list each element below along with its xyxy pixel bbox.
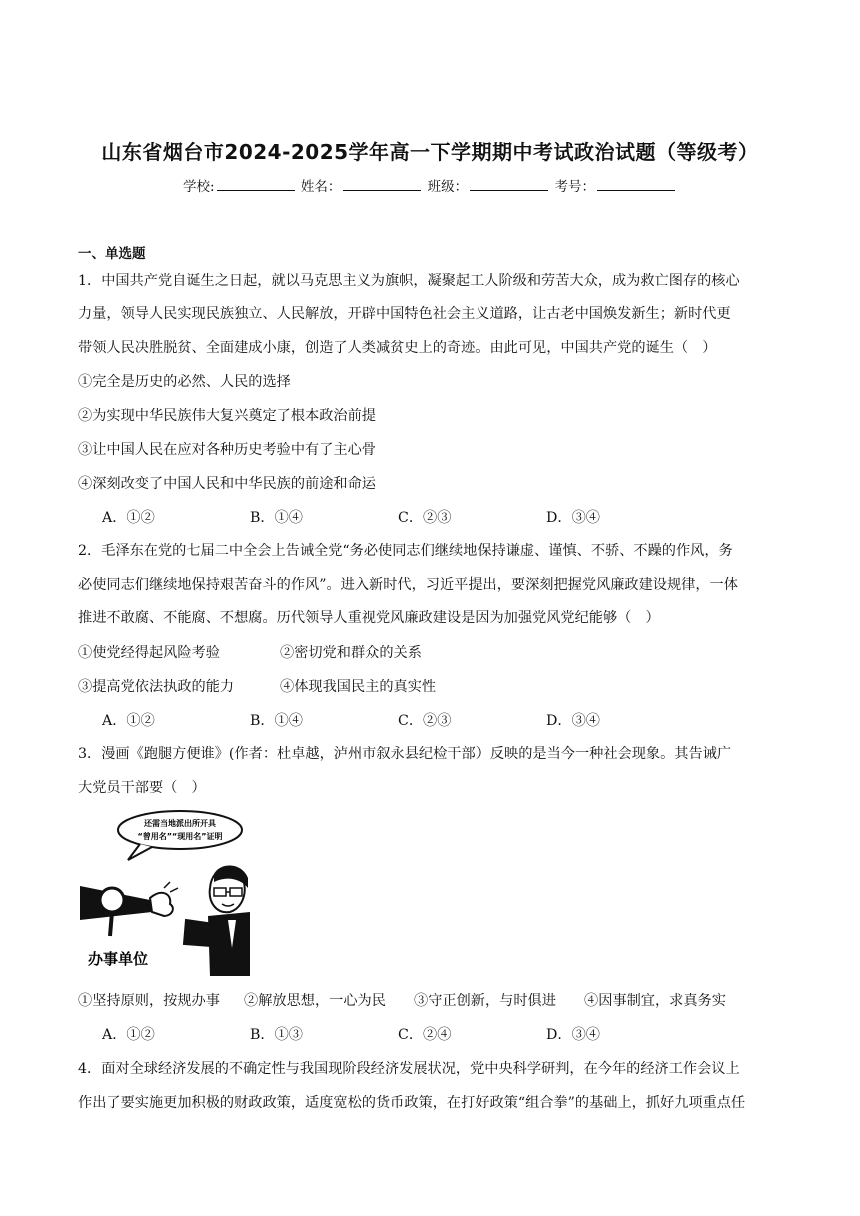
microphone-icon — [100, 888, 124, 912]
q3-items-row — [78, 990, 784, 1010]
q2-options — [102, 710, 694, 730]
number-blank[interactable] — [597, 178, 675, 191]
q1-stem-line: 1．中国共产党自诞生之日起，就以马克思主义为旗帜，凝聚起工人阶级和劳苦大众，成为救亡图存的核心 — [78, 273, 740, 289]
q1-stem-line: 带领人民决胜脱贫、全面建成小康，创造了人类减贫史上的奇迹。由此可见，中国共产党的诞生（ ） — [78, 340, 717, 356]
q3-stem-line: 3．漫画《跑腿方便谁》(作者：杜卓越，泸州市叙永县纪检干部）反映的是当今一种社会现象。其告诫广 — [78, 746, 732, 762]
q2-item: ①使党经得起风险考验 — [78, 645, 220, 661]
q1-item: ②为实现中华民族伟大复兴奠定了根本政治前提 — [78, 408, 376, 424]
q1-item: ④深刻改变了中国人民和中华民族的前途和命运 — [78, 476, 376, 492]
q1-item: ①完全是历史的必然、人民的选择 — [78, 374, 291, 390]
q2-stem-line: 推进不敢腐、不能腐、不想腐。历代领导人重视党风廉政建设是因为加强党风党纪能够（ ） — [78, 610, 660, 626]
q3-options — [102, 1024, 694, 1044]
school-blank[interactable] — [217, 178, 295, 191]
student-info-row — [0, 175, 860, 195]
q3-item: ①坚持原则，按规办事 — [78, 993, 220, 1009]
q1-option-d[interactable]: D．③④ — [546, 510, 600, 526]
q2-items-row — [78, 676, 784, 696]
q1-option-b[interactable]: B．①④ — [250, 510, 303, 526]
q2-option-c[interactable]: C．②③ — [398, 713, 452, 729]
q4-stem-line: 作出了要实施更加积极的财政政策，适度宽松的货币政策，在打好政策“组合拳”的基础上，抓好九项重点任 — [78, 1095, 746, 1111]
q2-stem-line: 2．毛泽东在党的七届二中全会上告诫全党“务必使同志们继续地保持谦虚、谨慎、不骄、不躁的作风，务 — [78, 543, 733, 559]
cartoon-image — [80, 808, 250, 976]
q1-options — [102, 507, 694, 527]
q3-option-b[interactable]: B．①③ — [250, 1027, 303, 1043]
microphone-handle — [110, 912, 112, 936]
q2-option-a[interactable]: A．①② — [102, 713, 155, 729]
q2-items-row — [78, 642, 784, 662]
q2-stem-line: 必使同志们继续地保持艰苦奋斗的作风”。进入新时代，习近平提出，要深刻把握党风廉政建设规律，一体 — [78, 577, 738, 593]
q1-item: ③让中国人民在应对各种历史考验中有了主心骨 — [78, 442, 376, 458]
q2-option-b[interactable]: B．①④ — [250, 713, 303, 729]
q2-item: ③提高党依法执政的能力 — [78, 679, 235, 695]
q1-option-a[interactable]: A．①② — [102, 510, 155, 526]
q4-stem-line: 4．面对全球经济发展的不确定性与我国现阶段经济发展状况，党中央科学研判，在今年的经济工作会议上 — [78, 1061, 740, 1077]
cartoon-caption: 办事单位 — [88, 950, 149, 968]
q3-item: ③守正创新，与时俱进 — [414, 993, 556, 1009]
section-heading: 一、单选题 — [78, 246, 146, 262]
q3-option-c[interactable]: C．②④ — [398, 1027, 452, 1043]
q3-option-d[interactable]: D．③④ — [546, 1027, 600, 1043]
q3-item: ④因事制宜，求真务实 — [584, 993, 726, 1009]
document-icon — [184, 920, 214, 946]
q1-option-c[interactable]: C．②③ — [398, 510, 452, 526]
q1-stem-line: 力量，领导人民实现民族独立、人民解放，开辟中国特色社会主义道路，让古老中国焕发新生；新时代更 — [78, 306, 731, 322]
speech-line-2: “曾用名”“现用名”证明 — [137, 832, 223, 841]
q3-stem-line: 大党员干部要（ ） — [78, 780, 206, 796]
q3-option-a[interactable]: A．①② — [102, 1027, 155, 1043]
exam-title: 山东省烟台市2024-2025学年高一下学期期中考试政治试题（等级考） — [101, 140, 759, 164]
q2-item: ④体现我国民主的真实性 — [280, 679, 437, 695]
class-label: 班级： — [427, 179, 469, 195]
number-label: 考号： — [554, 179, 595, 195]
speech-bubble — [118, 811, 242, 849]
speech-bubble-tail — [128, 844, 152, 860]
name-label: 姓名： — [300, 179, 342, 195]
hand — [150, 893, 173, 916]
q2-option-d[interactable]: D．③④ — [546, 713, 600, 729]
q3-item: ②解放思想，一心为民 — [244, 993, 386, 1009]
school-label: 学校: — [183, 179, 215, 195]
name-blank[interactable] — [343, 178, 421, 191]
speech-line-1: 还需当地派出所开具 — [144, 819, 216, 828]
q2-item: ②密切党和群众的关系 — [280, 645, 422, 661]
class-blank[interactable] — [470, 178, 548, 191]
